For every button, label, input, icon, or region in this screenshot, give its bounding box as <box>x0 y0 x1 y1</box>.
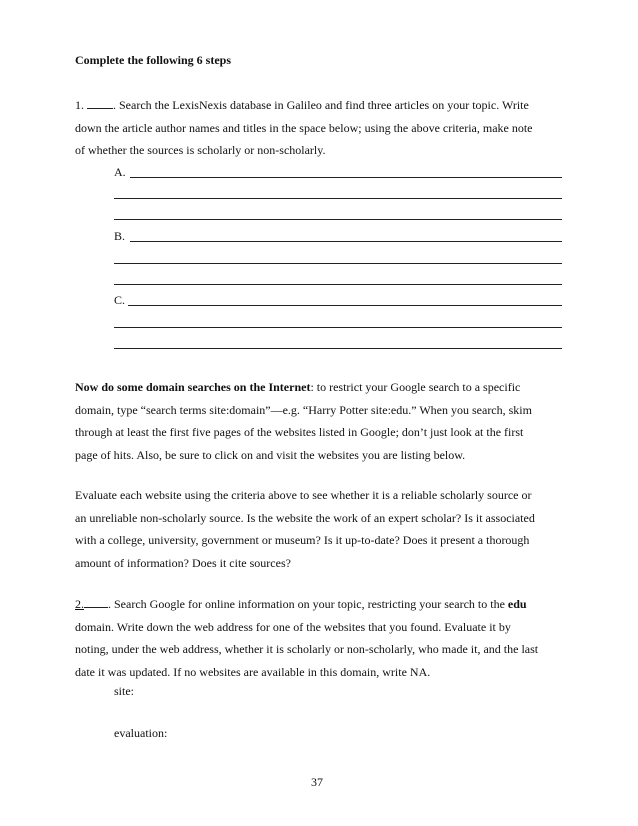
evaluation-label: evaluation: <box>114 726 168 740</box>
entry-a-line-3[interactable] <box>114 219 562 220</box>
step1-line-3: of whether the sources is scholarly or non-scholarly. <box>75 143 326 157</box>
domain-line-2: domain, type “search terms site:domain”—e.g. “Harry Potter site:edu.” When you search, skim <box>75 402 532 417</box>
domain-line-3: through at least the first five pages of the websites listed in Google; don’t just look at the first <box>75 425 524 439</box>
step2-line-1: 2. . Search Google for online information on your topic, restricting your search to the edu <box>75 597 527 611</box>
evaluate-line-4: amount of information? Does it cite sources? <box>75 555 291 570</box>
entry-a-label: A. <box>114 165 126 179</box>
evaluate-line-1: Evaluate each website using the criteria above to see whether it is a reliable scholarly source or <box>75 488 532 502</box>
entry-b-line-3[interactable] <box>114 284 562 285</box>
step2-line-3: noting, under the web address, whether it is scholarly or non-scholarly, who made it, and the last <box>75 642 539 656</box>
step1-line-1: 1. . Search the LexisNexis database in Galileo and find three articles on your topic. Write <box>75 98 529 112</box>
entry-c-label: C. <box>114 293 126 307</box>
step2-line-4: date it was updated. If no websites are available in this domain, write NA. <box>75 664 431 679</box>
entry-a-line-1[interactable] <box>130 177 562 178</box>
site-label: site: <box>114 684 134 698</box>
entry-c-line-3[interactable] <box>114 348 562 349</box>
page-heading: Complete the following 6 steps <box>75 53 231 67</box>
entry-b-line-1[interactable] <box>130 241 562 242</box>
evaluate-line-2: an unreliable non-scholarly source. Is the website the work of an expert scholar? Is it associated <box>75 510 535 525</box>
step2-line-2: domain. Write down the web address for one of the websites that you found. Evaluate it by <box>75 619 511 634</box>
evaluate-line-3: with a college, university, government or museum? Is it up-to-date? Does it present a thorough <box>75 533 530 547</box>
step1-number: 1. <box>75 98 84 112</box>
step2-number: 2. <box>75 597 84 611</box>
step1-paragraph <box>75 94 533 162</box>
page-number: 37 <box>311 775 323 789</box>
domain-bold-lead: Now do some domain searches on the Internet <box>75 380 311 394</box>
domain-search-paragraph <box>75 376 532 466</box>
entry-b-line-2[interactable] <box>114 263 562 264</box>
step2-bold-edu: edu <box>507 597 527 611</box>
evaluate-paragraph <box>75 484 535 574</box>
step2-check-blank[interactable] <box>84 595 108 608</box>
domain-line-4: page of hits. Also, be sure to click on and visit the websites you are listing below. <box>75 447 466 462</box>
entry-c-line-1[interactable] <box>128 305 562 306</box>
step1-check-blank[interactable] <box>87 96 113 109</box>
step2-paragraph <box>75 593 538 683</box>
entry-a-line-2[interactable] <box>114 198 562 199</box>
entry-b-label: B. <box>114 229 126 243</box>
entry-c-line-2[interactable] <box>114 327 562 328</box>
domain-line-1: Now do some domain searches on the Internet: to restrict your Google search to a specific <box>75 380 521 394</box>
step1-line-2: down the article author names and titles in the space below; using the above criteria, make note <box>75 120 533 135</box>
